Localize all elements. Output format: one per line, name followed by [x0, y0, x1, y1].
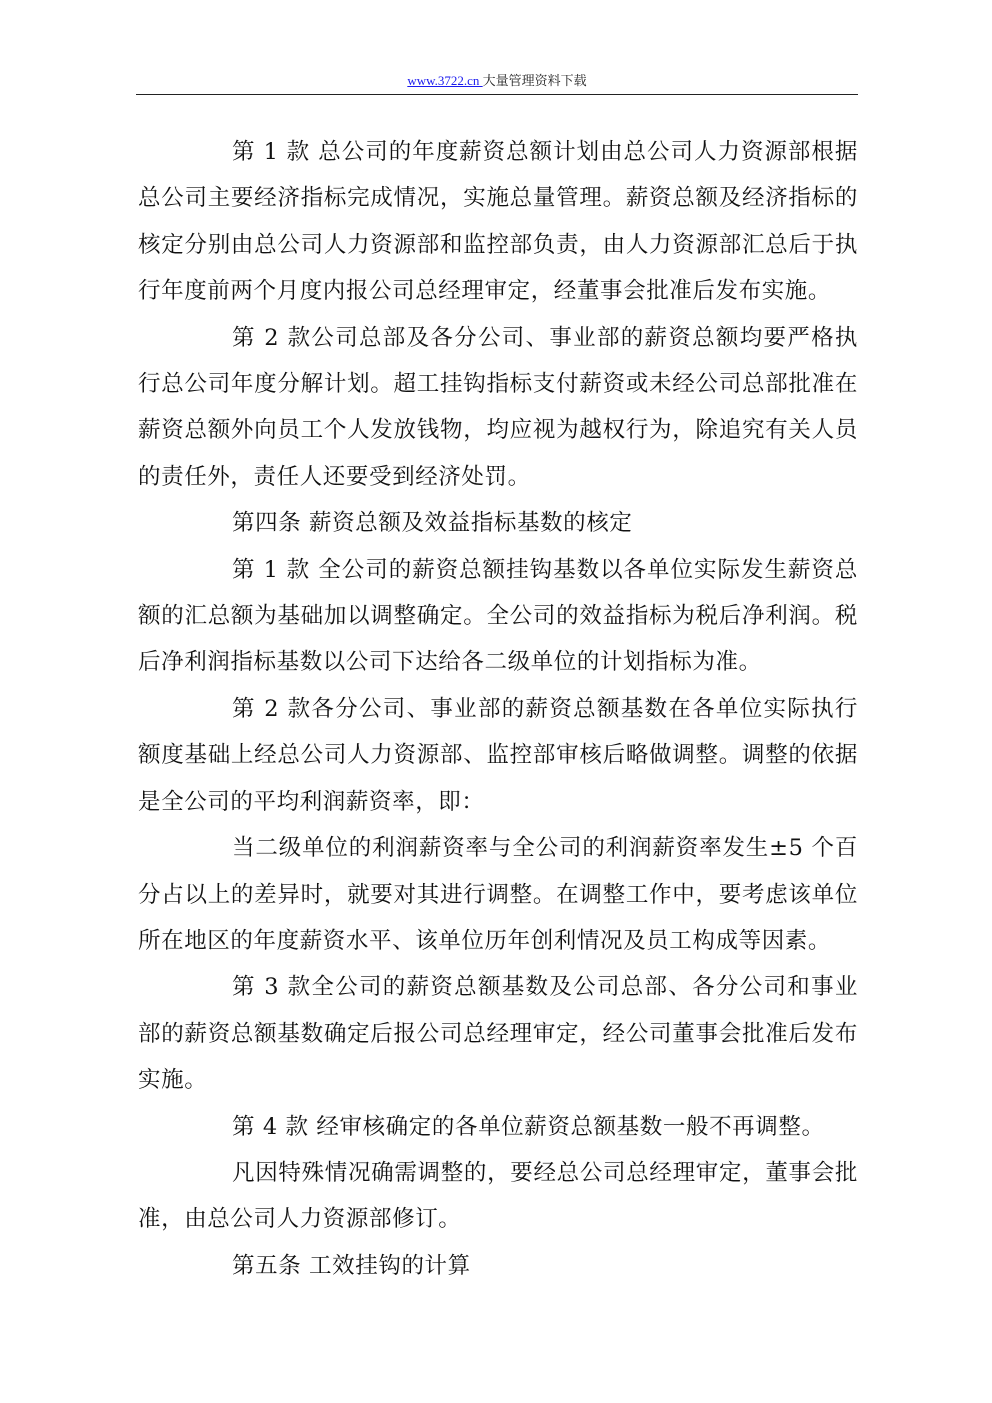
document-body	[138, 129, 858, 1289]
paragraph-article-4-clause-2: 第 2 款各分公司、事业部的薪资总额基数在各单位实际执行额度基础上经总公司人力资源部、监控部审核后略做调整。调整的依据是全公司的平均利润薪资率，即：	[138, 695, 858, 815]
paragraph-article-4-clause-4: 第 4 款 经审核确定的各单位薪资总额基数一般不再调整。	[232, 1113, 825, 1140]
header-website-link[interactable]: www.3722.cn	[407, 73, 483, 88]
section-heading-article-5: 第五条 工效挂钩的计算	[232, 1252, 471, 1279]
section-heading-article-4: 第四条 薪资总额及效益指标基数的核定	[232, 510, 633, 537]
paragraph-article-4-clause-1: 第 1 款 全公司的薪资总额挂钩基数以各单位实际发生薪资总额的汇总额为基础加以调整确定。全公司的效益指标为税后净利润。税后净利润指标基数以公司下达给各二级单位的计划指标为准。	[138, 556, 858, 676]
page-header	[136, 68, 858, 95]
paragraph-clause-1: 第 1 款 总公司的年度薪资总额计划由总公司人力资源部根据总公司主要经济指标完成情况，实施总量管理。薪资总额及经济指标的核定分别由总公司人力资源部和监控部负责，由人力资源部汇总后于执行年度前两个月度内报公司总经理审定，经董事会批准后发布实施。	[138, 139, 858, 305]
paragraph-adjustment-rule: 当二级单位的利润薪资率与全公司的利润薪资率发生±5 个百分占以上的差异时，就要对其进行调整。在调整工作中，要考虑该单位所在地区的年度薪资水平、该单位历年创利情况及员工构成等因素。	[138, 835, 858, 954]
paragraph-article-4-clause-3: 第 3 款全公司的薪资总额基数及公司总部、各分公司和事业部的薪资总额基数确定后报公司总经理审定，经公司董事会批准后发布实施。	[138, 974, 858, 1094]
paragraph-clause-2: 第 2 款公司总部及各分公司、事业部的薪资总额均要严格执行总公司年度分解计划。超工挂钩指标支付薪资或未经公司总部批准在薪资总额外向员工个人发放钱物，均应视为越权行为，除追究有关人员的责任外，责任人还要受到经济处罚。	[138, 324, 858, 490]
header-caption: 大量管理资料下载	[482, 74, 587, 89]
paragraph-special-adjustment: 凡因特殊情况确需调整的，要经总公司总经理审定，董事会批准，由总公司人力资源部修订。	[138, 1159, 858, 1233]
